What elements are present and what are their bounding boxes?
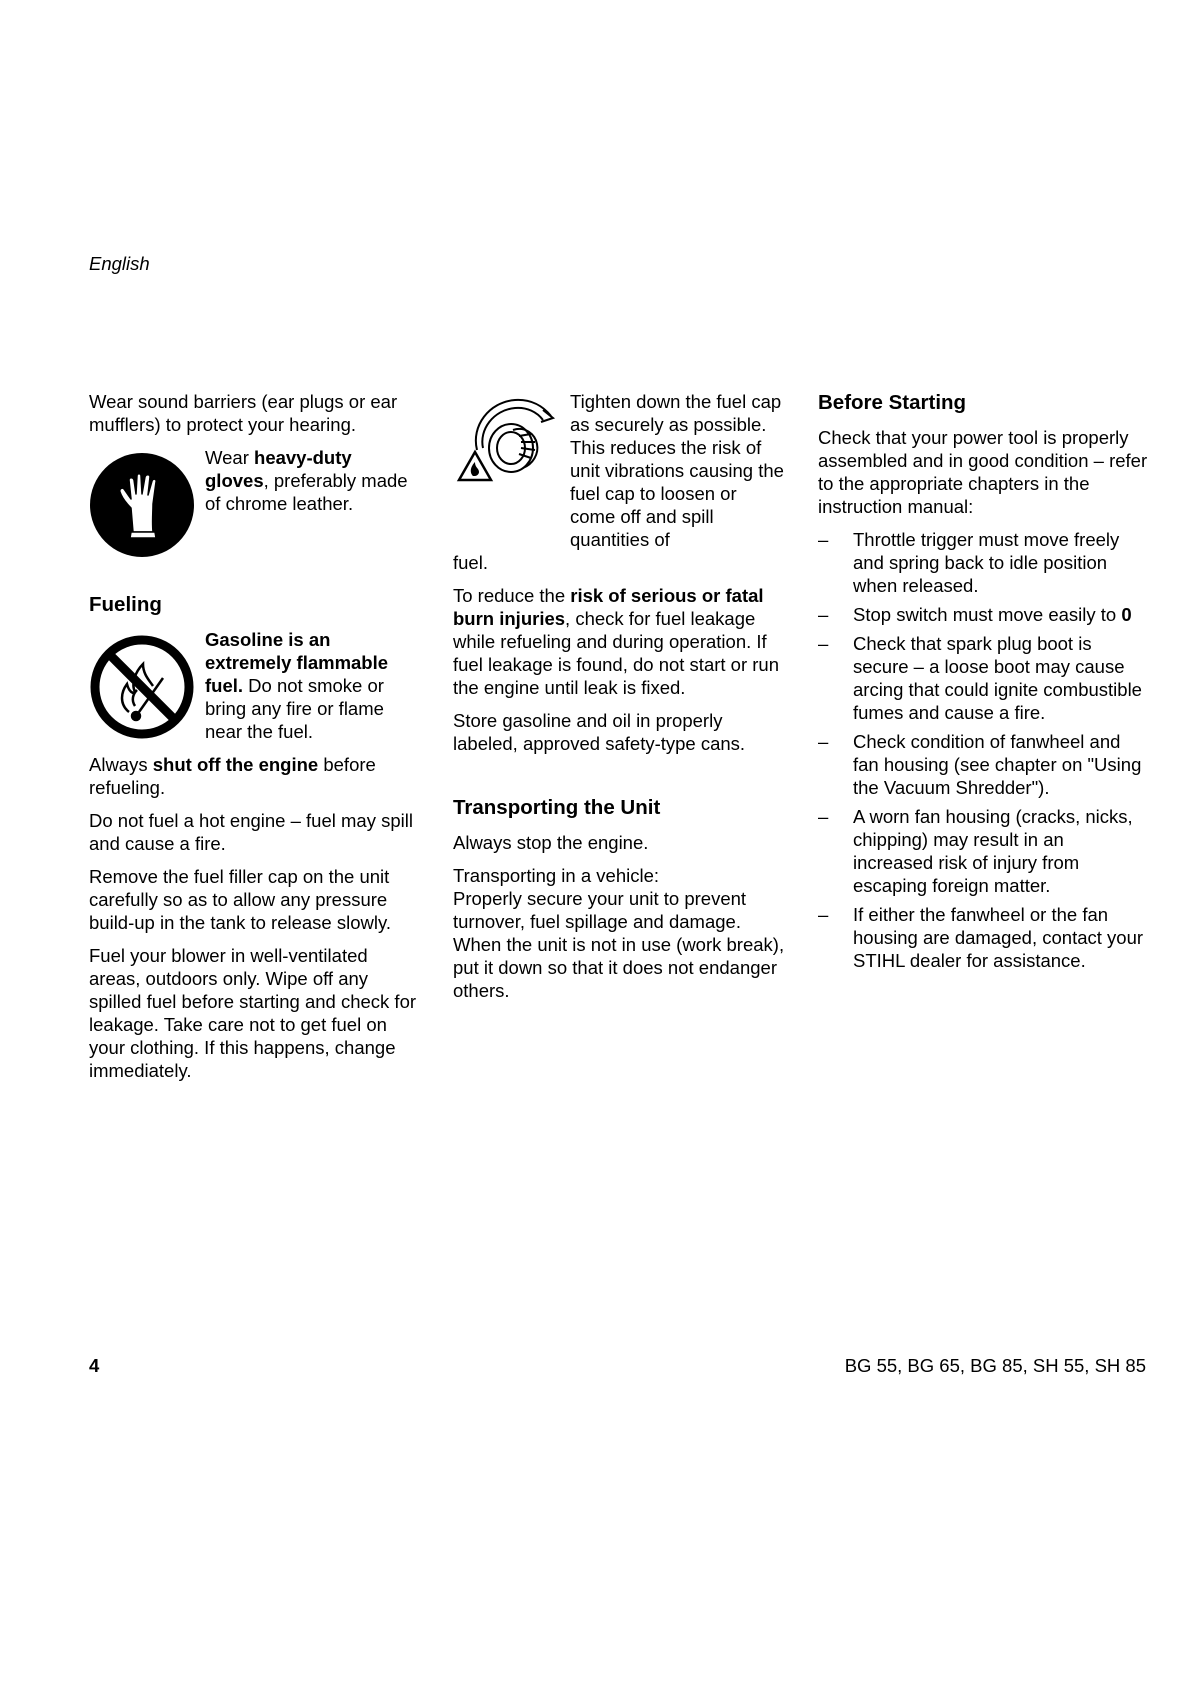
hot-engine-text: Do not fuel a hot engine – fuel may spill and cause a fire. — [89, 810, 413, 854]
column-right — [818, 390, 1148, 978]
before-starting-intro: Check that your power tool is properly assembled and in good condition – refer to the appropriate chapters in the instruction manual: — [818, 427, 1148, 517]
model-list: BG 55, BG 65, BG 85, SH 55, SH 85 — [844, 1355, 1146, 1376]
sound-barriers-text: Wear sound barriers (ear plugs or ear mufflers) to protect your hearing. — [89, 391, 398, 435]
shutoff-text: Always shut off the engine before refueling. — [89, 754, 376, 798]
flammable-block — [89, 628, 419, 743]
list-item: – Check condition of fanwheel and fan housing (see chapter on "Using the Vacuum Shredder"). — [818, 731, 1142, 798]
fuel-cap-warning-icon — [453, 390, 565, 490]
language-label: English — [89, 253, 150, 274]
column-middle — [453, 390, 785, 1012]
burn-risk-text: To reduce the risk of serious or fatal burn injuries, check for fuel leakage while refueling and during operation. If fuel leakage is found, do not start or run the engine until leak is fixed. — [453, 585, 780, 698]
list-item: – Throttle trigger must move freely and spring back to idle position when released. — [818, 529, 1120, 596]
flammable-text: Gasoline is an extremely flammable fuel. Do not smoke or bring any fire or flame near the fuel. — [205, 629, 389, 742]
fuel-cap-text: Tighten down the fuel cap as securely as possible. This reduces the risk of unit vibrations causing the fuel cap to loosen or come off and spill quantities of — [570, 391, 784, 550]
list-item: – Check that spark plug boot is secure – a loose boot may cause arcing that could ignite combustible fumes and cause a fire. — [818, 633, 1142, 723]
list-item: – Stop switch must move easily to 0 — [818, 604, 1132, 625]
gloves-icon — [89, 452, 195, 563]
fuel-cap-tail: fuel. — [453, 552, 488, 573]
page-number: 4 — [89, 1355, 100, 1376]
gloves-block — [89, 446, 419, 558]
fuel-cap-block — [453, 390, 785, 574]
no-fire-icon — [89, 634, 195, 745]
store-text: Store gasoline and oil in properly labeled, approved safety-type cans. — [453, 710, 746, 754]
column-left — [89, 390, 419, 1092]
vehicle-text: Transporting in a vehicle: Properly secure your unit to prevent turnover, fuel spillage and damage. When the unit is not in use (work break), put it down so that it does not endanger others. — [453, 865, 785, 1001]
gloves-text: Wear heavy-duty gloves, preferably made of chrome leather. — [205, 447, 408, 514]
stop-engine-text: Always stop the engine. — [453, 832, 649, 853]
before-starting-heading: Before Starting — [818, 391, 967, 414]
list-item: – A worn fan housing (cracks, nicks, chipping) may result in an increased risk of injury from escaping foreign matter. — [818, 806, 1133, 896]
ventilated-text: Fuel your blower in well-ventilated areas, outdoors only. Wipe off any spilled fuel before starting and check for leakage. Take care not to get fuel on your clothing. If this happens, change immediately. — [89, 945, 417, 1081]
fueling-heading: Fueling — [89, 593, 162, 616]
checklist — [818, 528, 1148, 972]
list-item: – If either the fanwheel or the fan housing are damaged, contact your STIHL dealer for assistance. — [818, 904, 1144, 971]
transporting-heading: Transporting the Unit — [453, 796, 661, 819]
filler-cap-text: Remove the fuel filler cap on the unit carefully so as to allow any pressure build-up in the tank to release slowly. — [89, 866, 391, 933]
